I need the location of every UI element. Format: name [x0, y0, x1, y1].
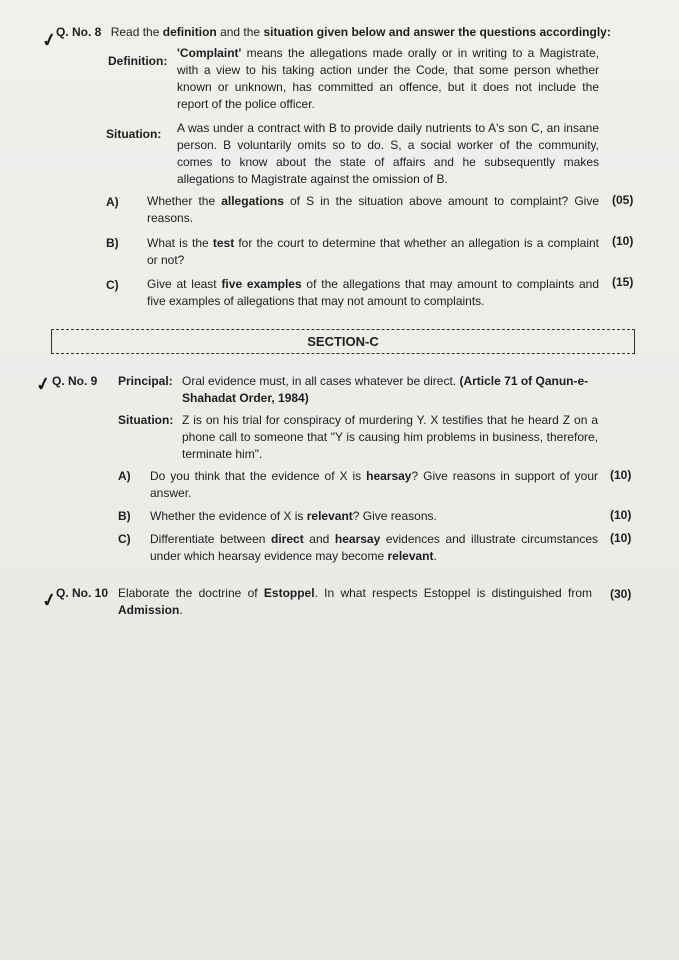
- q9-principal-ref: (Article 71 of Qanun-e-Shahadat Order, 1984): [182, 374, 589, 405]
- q8-part-c-bold: five examples: [221, 277, 302, 291]
- q9-part-c-bold-1: direct: [271, 532, 304, 546]
- q8-definition-text: [177, 45, 599, 113]
- q8-part-c-marks: (15): [612, 275, 634, 289]
- q9-part-b-bold: relevant: [306, 509, 353, 523]
- q8-part-b-marks: (10): [612, 234, 634, 248]
- q8-intro-text-3: given below and answer the questions accordingly:: [313, 25, 611, 39]
- q8-part-b-text-2: for the court to determine that whether an allegation is a complaint or not?: [147, 236, 599, 267]
- q10-text-1: Elaborate the doctrine of: [118, 586, 264, 600]
- q9-part-a-text-2: ? Give reasons in support of your answer.: [150, 469, 599, 500]
- q9-part-b-text-2: ? Give reasons.: [352, 509, 437, 523]
- q9-part-a-marks: (10): [610, 468, 632, 482]
- q8-part-a-text-1: Whether the: [147, 194, 222, 208]
- q8-situation-label: Situation:: [106, 127, 162, 141]
- q8-part-b-letter: B): [106, 236, 119, 250]
- q8-part-a-text: [147, 193, 599, 227]
- q9-part-b-marks: (10): [610, 508, 632, 522]
- q9-part-c-bold-3: relevant: [387, 549, 434, 563]
- q9-part-b-text: [150, 508, 598, 525]
- q9-principal-label: Principal:: [118, 374, 173, 388]
- q9-principal-text: [182, 373, 602, 407]
- q8-situation-text: A was under a contract with B to provide daily nutrients to A's son C, an insane person. B voluntarily omits so to do. S, a social worker of the community, comes to know about the state of affairs and he subsequently makes allegations to Magistrate against the omission of B.: [177, 121, 599, 186]
- q10-text-3: .: [179, 603, 183, 617]
- checkmark-icon: ✓: [33, 372, 53, 396]
- q10-marks: (30): [610, 587, 632, 601]
- section-c-title: SECTION-C: [307, 334, 379, 349]
- q8-part-a-letter: A): [106, 195, 119, 209]
- q8-part-c-text: [147, 276, 599, 310]
- q10-text: [118, 585, 592, 619]
- q9-part-b-letter: B): [118, 509, 131, 523]
- q8-definition-label: Definition:: [108, 54, 168, 68]
- q8-definition-body: means the allegations made orally or in writing to a Magistrate, with a view to his taking action under the Code, that some person whether known or unknown, has committed an offence, but it does not include the report of the police officer.: [177, 46, 599, 111]
- q8-part-b-bold: test: [212, 236, 235, 250]
- q8-part-b-text-1: What is the: [147, 236, 213, 250]
- q8-part-c-letter: C): [106, 278, 119, 292]
- q8-part-c-text-1: Give at least: [147, 277, 222, 291]
- q9-part-c-text-3: evidences and illustrate circumstances under which hearsay evidence may become: [150, 532, 598, 563]
- q8-part-c-text-2: of the allegations that may amount to complaints and five examples of allegations that may not amount to complaints.: [147, 277, 600, 308]
- q9-part-a-bold: hearsay: [366, 469, 412, 483]
- q10-label: Q. No. 10: [56, 586, 109, 600]
- q9-part-c-text-2: and: [303, 532, 335, 546]
- q8-intro-text: Read the: [110, 25, 163, 39]
- q8-definition-term: 'Complaint': [177, 46, 242, 60]
- q10-bold-1: Estoppel: [263, 586, 315, 600]
- q8-intro-text-2: and the: [216, 25, 264, 39]
- section-c-box: [51, 329, 635, 354]
- q8-label: Q. No. 8: [56, 25, 102, 39]
- q8-intro-bold-situation: situation: [263, 25, 314, 39]
- q9-principal-body: Oral evidence must, in all cases whatever be direct.: [182, 374, 460, 388]
- q8-part-b-text: [147, 235, 599, 269]
- q9-situation-label: Situation:: [118, 413, 174, 427]
- q8-header: [56, 24, 656, 41]
- q9-part-c-letter: C): [118, 532, 131, 546]
- q9-label: Q. No. 9: [52, 374, 98, 388]
- q9-part-c-text-4: .: [433, 549, 437, 563]
- q10-bold-2: Admission: [118, 603, 180, 617]
- q9-part-c-marks: (10): [610, 531, 632, 545]
- q9-part-c-bold-2: hearsay: [334, 532, 381, 546]
- checkmark-icon: ✓: [39, 588, 59, 612]
- q8-intro-bold-definition: definition: [162, 25, 217, 39]
- q9-part-a-text: [150, 468, 598, 502]
- q8-part-a-text-2: of S in the situation above amount to complaint? Give reasons.: [147, 194, 599, 225]
- q9-part-b-text-1: Whether the evidence of X is: [150, 509, 307, 523]
- q10-text-2: . In what respects Estoppel is distinguished from: [314, 586, 592, 600]
- q8-part-a-marks: (05): [612, 193, 634, 207]
- q9-part-c-text-1: Differentiate between: [150, 532, 272, 546]
- q8-part-a-bold: allegations: [221, 194, 284, 208]
- checkmark-icon: ✓: [39, 28, 59, 52]
- q9-part-a-text-1: Do you think that the evidence of X is: [150, 469, 367, 483]
- q9-situation-text: Z is on his trial for conspiracy of murdering Y. X testifies that he heard Z on a phone call to someone that "Y is causing him problems in business, therefore, terminate him".: [182, 413, 598, 461]
- q9-part-a-letter: A): [118, 469, 131, 483]
- q9-part-c-text: [150, 531, 598, 565]
